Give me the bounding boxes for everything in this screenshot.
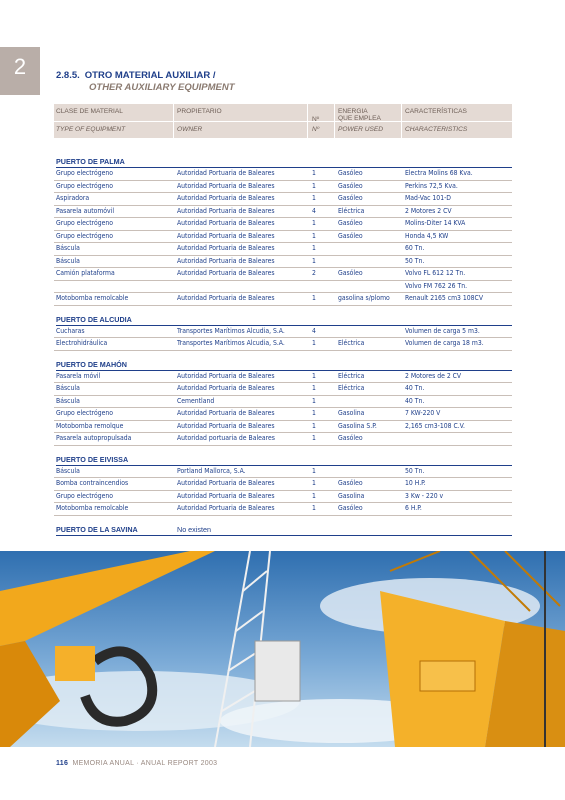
table-row — [54, 218, 512, 231]
cell-owner: Portland Mallorca, S.A. — [177, 466, 246, 475]
cell-number: 1 — [312, 479, 316, 487]
cell-characteristics: 40 Tn. — [405, 384, 425, 392]
cell-type: Grupo electrógeno — [56, 169, 114, 177]
cell-owner: Autoridad Portuaria de Baleares — [177, 479, 275, 487]
cell-energy: Gasóleo — [338, 504, 363, 512]
cell-number: 1 — [312, 409, 316, 417]
port-heading — [56, 525, 512, 536]
table-row — [54, 293, 512, 306]
cell-type: Camión plataforma — [56, 269, 115, 277]
cranes-photo — [0, 551, 565, 747]
port-section — [54, 446, 512, 466]
section-number: 2.8.5. — [56, 70, 80, 81]
table-row — [54, 206, 512, 219]
page-number: 116 — [56, 760, 69, 767]
cell-characteristics: 2,165 cm3-108 C.V. — [405, 421, 465, 430]
cell-energy: Gasolina S.P. — [338, 421, 377, 430]
cell-number: 1 — [312, 396, 316, 405]
cell-type: Electrohidráulica — [56, 339, 108, 347]
table-row — [54, 396, 512, 409]
cell-number: 2 — [312, 269, 316, 277]
cell-number: 1 — [312, 504, 316, 512]
cell-owner: Autoridad Portuaria de Baleares — [177, 194, 275, 202]
cell-number: 4 — [312, 326, 316, 335]
header-en-type: TYPE OF EQUIPMENT — [56, 126, 126, 133]
header-es-characteristics: CARACTERÍSTICAS — [405, 108, 467, 115]
cell-number: 1 — [312, 231, 316, 240]
cell-owner: Autoridad Portuaria de Baleares — [177, 256, 275, 265]
table-row — [54, 433, 512, 446]
table-row — [54, 421, 512, 434]
port-heading — [56, 455, 512, 466]
table-row — [54, 243, 512, 256]
table-row — [54, 338, 512, 351]
cell-type: Grupo electrógeno — [56, 491, 114, 500]
cell-owner: Cementland — [177, 396, 215, 405]
title-en: OTHER AUXILIARY EQUIPMENT — [89, 82, 235, 93]
cell-owner: Autoridad Portuaria de Baleares — [177, 181, 275, 190]
cell-characteristics: Molins-Diter 14 KVA — [405, 219, 466, 227]
table-row — [54, 478, 512, 491]
cell-owner: Autoridad Portuaria de Baleares — [177, 371, 275, 380]
cell-number: 1 — [312, 244, 316, 252]
cell-energy: Eléctrica — [338, 339, 365, 347]
cell-characteristics: 60 Tn. — [405, 244, 425, 252]
port-heading — [56, 315, 512, 326]
header-en-power: POWER USED — [338, 126, 384, 133]
cell-owner: Autoridad Portuaria de Baleares — [177, 219, 275, 227]
cell-number: 1 — [312, 294, 316, 302]
cell-owner: Autoridad Portuaria de Baleares — [177, 269, 275, 277]
cell-owner: Autoridad Portuaria de Baleares — [177, 504, 275, 512]
cell-number: 1 — [312, 371, 316, 380]
cell-energy: Gasóleo — [338, 219, 363, 227]
cell-characteristics: Honda 4,5 KW — [405, 231, 449, 240]
cell-characteristics: 6 H.P. — [405, 504, 422, 512]
cell-owner: Autoridad Portuaria de Baleares — [177, 206, 275, 215]
chapter-tab — [0, 47, 40, 95]
cell-owner: Autoridad Portuaria de Baleares — [177, 384, 275, 392]
header-es-number: Nº — [312, 116, 320, 123]
cell-characteristics: Volumen de carga 18 m3. — [405, 339, 484, 347]
cell-number: 1 — [312, 466, 316, 475]
port-heading — [56, 360, 512, 371]
cell-energy: Eléctrica — [338, 384, 365, 392]
cell-energy: Gasóleo — [338, 194, 363, 202]
page-footer — [56, 760, 217, 767]
section-title — [56, 70, 235, 94]
cell-type: Báscula — [56, 466, 80, 475]
table-row — [54, 281, 512, 294]
cell-characteristics: Volumen de carga 5 m3. — [405, 326, 480, 335]
cell-characteristics: 2 Motores 2 CV — [405, 206, 452, 215]
table-row — [54, 466, 512, 479]
cell-characteristics: 40 Tn. — [405, 396, 425, 405]
table-row — [54, 168, 512, 181]
cell-characteristics: Mad-Vac 101-D — [405, 194, 452, 202]
cell-energy: Eléctrica — [338, 206, 365, 215]
cell-characteristics: Electra Molins 68 Kva. — [405, 169, 473, 177]
cell-owner: Transportes Marítimos Alcudia, S.A. — [177, 339, 285, 347]
port-name: PUERTO DE MAHÓN — [56, 359, 127, 369]
cell-energy: Gasóleo — [338, 169, 363, 177]
header-es-type: CLASE DE MATERIAL — [56, 108, 123, 115]
cell-owner: Autoridad Portuaria de Baleares — [177, 169, 275, 177]
cell-owner: Autoridad Portuaria de Baleares — [177, 244, 275, 252]
cell-type: Pasarela autopropulsada — [56, 434, 132, 442]
cell-type: Báscula — [56, 384, 80, 392]
cell-characteristics: 50 Tn. — [405, 256, 425, 265]
cell-owner: Transportes Marítimos Alcudia, S.A. — [177, 326, 285, 335]
port-name: PUERTO DE LA SAVINA — [56, 524, 138, 534]
table-row — [54, 371, 512, 384]
cell-type: Grupo electrógeno — [56, 219, 114, 227]
cell-energy: Gasóleo — [338, 231, 363, 240]
cell-type: Motobomba remolcable — [56, 504, 129, 512]
port-section — [54, 516, 512, 536]
table-row — [54, 268, 512, 281]
cell-energy: Gasóleo — [338, 269, 363, 277]
cell-energy: Gasóleo — [338, 181, 363, 190]
cell-number: 1 — [312, 256, 316, 265]
cell-owner: Autoridad Portuaria de Baleares — [177, 231, 275, 240]
cell-energy: Gasolina — [338, 491, 365, 500]
equipment-table — [54, 148, 512, 536]
chapter-number: 2 — [13, 54, 27, 79]
cell-number: 1 — [312, 169, 316, 177]
cell-characteristics: 2 Motores de 2 CV — [405, 371, 462, 380]
cell-type: Motobomba remolque — [56, 421, 124, 430]
cell-number: 1 — [312, 219, 316, 227]
table-row — [54, 408, 512, 421]
cell-type: Motobomba remolcable — [56, 294, 129, 302]
port-section — [54, 306, 512, 326]
cell-characteristics: 10 H.P. — [405, 479, 426, 487]
header-es-energy: ENERGIA — [338, 108, 368, 115]
cell-characteristics: 50 Tn. — [405, 466, 425, 475]
cell-type: Grupo electrógeno — [56, 231, 114, 240]
table-row — [54, 193, 512, 206]
port-name: PUERTO DE EIVISSA — [56, 454, 129, 464]
header-es-energy-2: QUE EMPLEA — [338, 115, 381, 122]
cell-number: 1 — [312, 421, 316, 430]
cell-type: Báscula — [56, 256, 80, 265]
cell-type: Grupo electrógeno — [56, 181, 114, 190]
cell-owner: Autoridad portuaria de Baleares — [177, 434, 275, 442]
table-header — [54, 104, 512, 138]
cell-energy: Gasóleo — [338, 434, 363, 442]
cell-number: 1 — [312, 434, 316, 442]
table-row — [54, 326, 512, 339]
cell-owner: Autoridad Portuaria de Baleares — [177, 491, 275, 500]
cell-type: Báscula — [56, 244, 80, 252]
cell-number: 1 — [312, 491, 316, 500]
table-row — [54, 503, 512, 516]
cell-owner: Autoridad Portuaria de Baleares — [177, 409, 275, 417]
port-heading — [56, 157, 512, 168]
cell-energy: gasolina s/plomo — [338, 294, 390, 302]
cell-characteristics: 3 Kw - 220 v — [405, 491, 444, 500]
port-section — [54, 351, 512, 371]
cell-characteristics: Perkins 72,5 Kva. — [405, 181, 458, 190]
table-row — [54, 181, 512, 194]
header-es-owner: PROPIETARIO — [177, 108, 222, 115]
header-en-owner: OWNER — [177, 126, 203, 133]
table-row — [54, 256, 512, 269]
port-name: PUERTO DE PALMA — [56, 157, 125, 166]
port-note: No existen — [177, 524, 211, 534]
cell-number: 4 — [312, 206, 316, 215]
cell-energy: Gasolina — [338, 409, 365, 417]
title-es: OTRO MATERIAL AUXILIAR / — [84, 70, 216, 81]
port-name: PUERTO DE ALCUDIA — [56, 314, 132, 324]
cell-type: Aspiradora — [56, 194, 90, 202]
cell-energy: Gasóleo — [338, 479, 363, 487]
cell-type: Pasarela automóvil — [56, 206, 115, 215]
cell-owner: Autoridad Portuaria de Baleares — [177, 421, 275, 430]
cell-characteristics: Volvo FM 762 26 Tn. — [405, 281, 468, 290]
cell-energy: Eléctrica — [338, 371, 365, 380]
footer-text: MEMORIA ANUAL · ANUAL REPORT 2003 — [72, 760, 218, 767]
cell-number: 1 — [312, 181, 316, 190]
cell-owner: Autoridad Portuaria de Baleares — [177, 294, 275, 302]
cell-type: Grupo electrógeno — [56, 409, 114, 417]
cell-number: 1 — [312, 194, 316, 202]
cell-type: Pasarela móvil — [56, 371, 101, 380]
cell-number: 1 — [312, 339, 316, 347]
table-row — [54, 231, 512, 244]
cell-number: 1 — [312, 384, 316, 392]
table-row — [54, 383, 512, 396]
cell-type: Báscula — [56, 396, 80, 405]
cell-characteristics: 7 KW-220 V — [405, 409, 441, 417]
table-row — [54, 491, 512, 504]
header-en-characteristics: CHARACTERISTICS — [405, 126, 468, 133]
port-section — [54, 148, 512, 168]
cell-type: Bomba contraincendios — [56, 479, 129, 487]
header-en-number: Nº — [312, 126, 320, 133]
cell-characteristics: Renault 2165 cm3 108CV — [405, 294, 484, 302]
cell-type: Cucharas — [56, 326, 85, 335]
cell-characteristics: Volvo FL 612 12 Tn. — [405, 269, 466, 277]
